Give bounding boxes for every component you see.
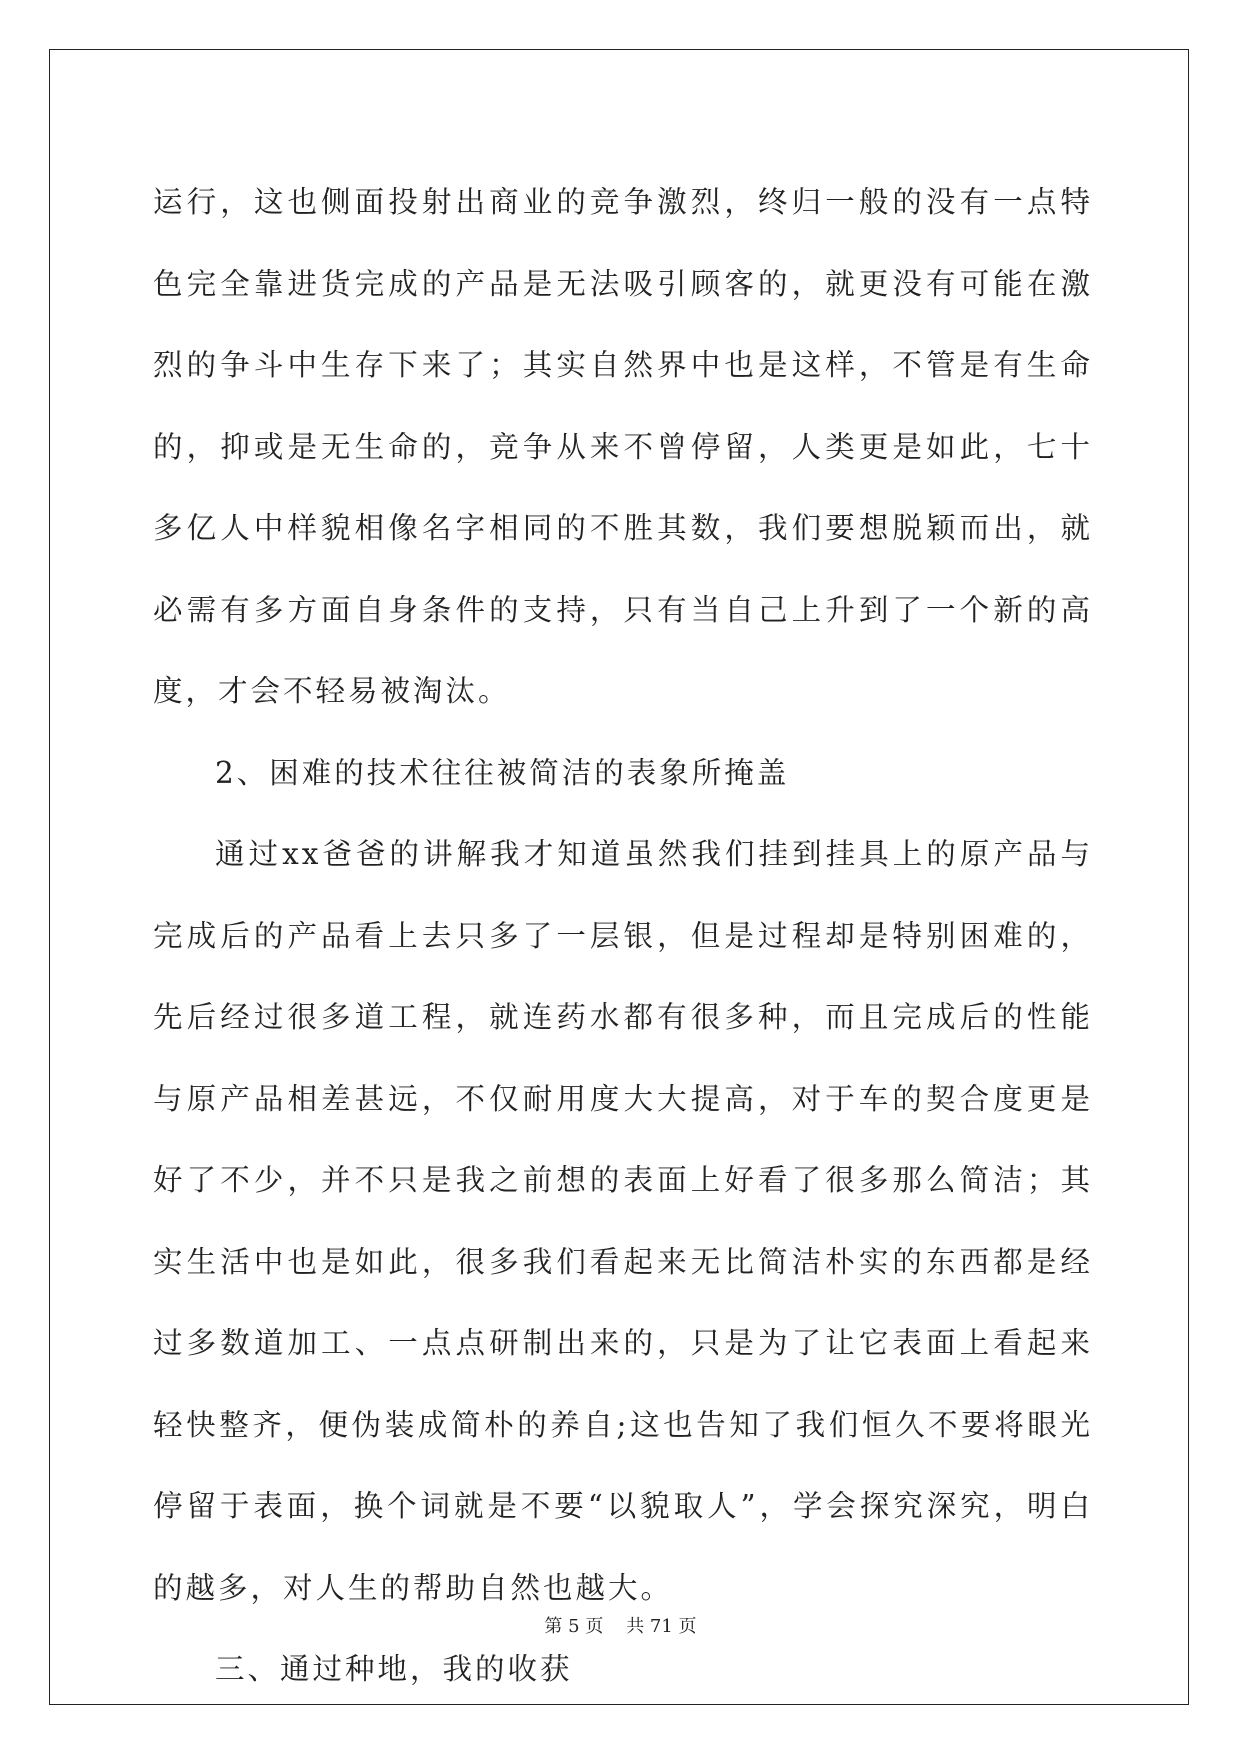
section-heading-3: 三、通过种地，我的收获 (215, 1652, 573, 1686)
paragraph-1: 运行，这也侧面投射出商业的竞争激烈，终归一般的没有一点特色完全靠进货完成的产品是无法吸引顾客的，就更没有可能在激烈的争斗中生存下来了；其实自然界中也是这样，不管是有生命的，抑或是无生命的，竞争从来不曾停留，人类更是如此，七十多亿人中样貌相像名字相同的不胜其数，我们要想脱颖而出，就必需有多方面自身条件的支持，只有当自己上升到了一个新的高度，才会不轻易被淘汰。 (153, 185, 1093, 708)
section-heading-2: 2、困难的技术往往被简洁的表象所掩盖 (215, 755, 790, 790)
paragraph-3: 通过xx爸爸的讲解我才知道虽然我们挂到挂具上的原产品与完成后的产品看上去只多了一层银，但是过程却是特别困难的，先后经过很多道工程，就连药水都有很多种，而且完成后的性能与原产品相差甚远，不仅耐用度大大提高，对于车的契合度更是好了不少，并不只是我之前想的表面上好看了很多那么简洁；其实生活中也是如此，很多我们看起来无比简洁朴实的东西都是经过多数道加工、一点点研制出来的，只是为了让它表面上看起来轻快整齐，便伪装成简朴的养自;这也告知了我们恒久不要将眼光停留于表面，换个词就是不要“以貌取人”，学会探究深究，明白的越多，对人生的帮助自然也越大。 (153, 837, 1093, 1605)
document-body (153, 162, 1093, 1711)
page-number-footer: 第 5 页 共 71 页 (544, 1616, 697, 1637)
